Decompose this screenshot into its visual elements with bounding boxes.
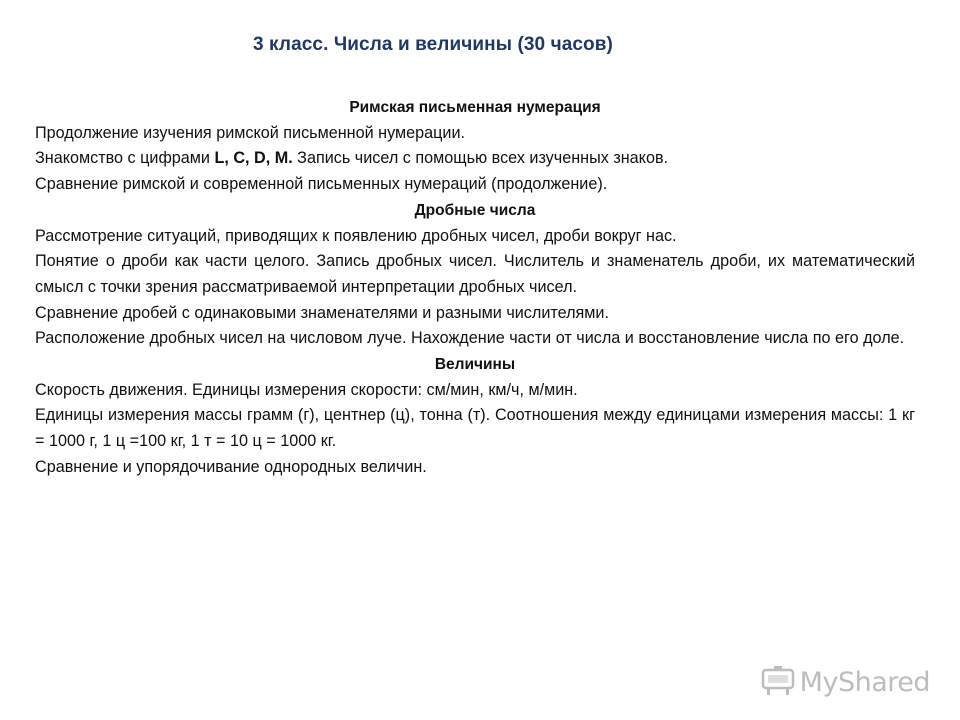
watermark-text: MyShared: [799, 666, 930, 698]
myshared-logo-icon: [760, 666, 796, 698]
roman-digits-bold: L, C, D, M.: [214, 149, 293, 168]
paragraph: Сравнение дробей с одинаковыми знаменателями и разными числителями.: [35, 303, 609, 322]
paragraph: Понятие о дроби как части целого. Запись дробных чисел. Числитель и знаменатель дроби, их математический смысл с точки зрения рассматриваемой интерпретации дробных чисел.: [35, 252, 915, 296]
paragraph-text: Знакомство с цифрами: [35, 149, 215, 168]
watermark-myshared: [760, 666, 930, 698]
section-heading-quantities: Величины: [434, 356, 516, 374]
paragraph: Продолжение изучения римской письменной нумерации.: [35, 123, 465, 142]
paragraph: Сравнение и упорядочивание однородных величин.: [35, 457, 427, 476]
slide-content: [35, 95, 915, 481]
paragraph-roman-digits: [35, 146, 915, 172]
paragraph: Скорость движения. Единицы измерения скорости: см/мин, км/ч, м/мин.: [35, 380, 578, 399]
section-heading-roman-numerals: Римская письменная нумерация: [349, 99, 601, 116]
paragraph: Единицы измерения массы грамм (г), центнер (ц), тонна (т). Соотношения между единицами измерения массы: 1 кг = 1000 г, 1 ц =100 кг, 1 т = 10 ц = 1000 кг.: [35, 406, 915, 451]
paragraph-text: Запись чисел с помощью всех изученных знаков.: [292, 149, 669, 168]
slide-title: 3 класс. Числа и величины (30 часов): [253, 34, 613, 55]
paragraph: Сравнение римской и современной письменных нумераций (продолжение).: [35, 175, 608, 194]
paragraph: Рассмотрение ситуаций, приводящих к появлению дробных чисел, дроби вокруг нас.: [35, 226, 677, 245]
paragraph: Расположение дробных чисел на числовом луче. Нахождение части от числа и восстановление числа по его доле.: [35, 329, 905, 348]
section-heading-fractions: Дробные числа: [414, 201, 536, 219]
